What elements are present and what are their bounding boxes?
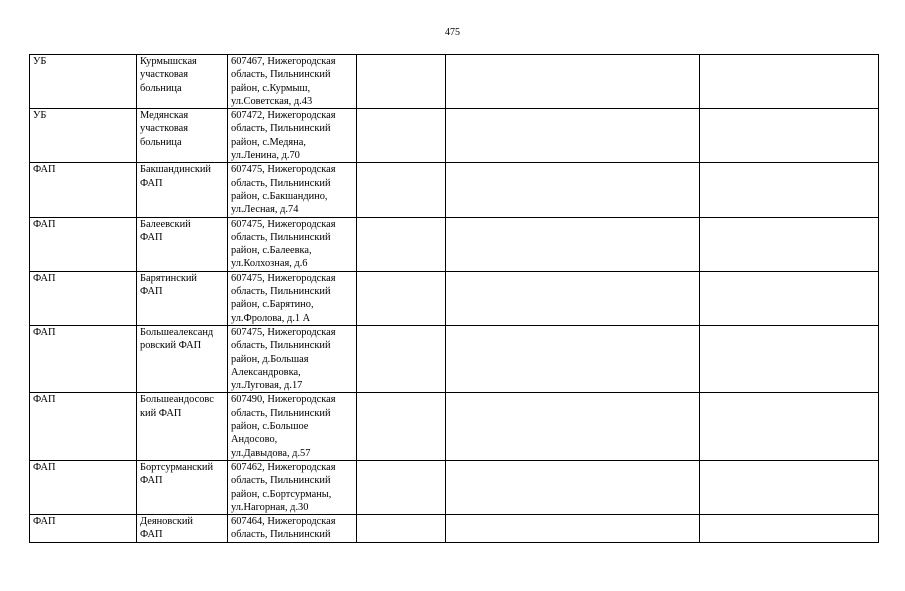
cell-empty <box>700 393 879 460</box>
cell-empty <box>357 325 446 392</box>
cell-name: Деяновский ФАП <box>137 515 228 543</box>
cell-empty <box>446 217 700 271</box>
page-number: 475 <box>445 27 460 38</box>
cell-address: 607467, Нижегородская область, Пильнинский район, с.Курмыш, ул.Советская, д.43 <box>228 55 357 109</box>
cell-empty <box>700 55 879 109</box>
cell-name: Барятинский ФАП <box>137 271 228 325</box>
table-row <box>30 109 879 163</box>
cell-name: Бакшандинский ФАП <box>137 163 228 217</box>
cell-address: 607475, Нижегородская область, Пильнинский район, с.Барятино, ул.Фролова, д.1 А <box>228 271 357 325</box>
cell-empty <box>700 515 879 543</box>
cell-empty <box>446 271 700 325</box>
cell-empty <box>446 515 700 543</box>
table-row <box>30 55 879 109</box>
cell-type: УБ <box>30 55 137 109</box>
cell-address: 607475, Нижегородская область, Пильнинский район, с.Балеевка, ул.Колхозная, д.6 <box>228 217 357 271</box>
table-row <box>30 515 879 543</box>
table-row <box>30 217 879 271</box>
facilities-table <box>29 54 879 543</box>
cell-empty <box>700 325 879 392</box>
cell-address: 607472, Нижегородская область, Пильнинский район, с.Медяна, ул.Ленина, д.70 <box>228 109 357 163</box>
cell-address: 607475, Нижегородская область, Пильнинский район, с.Бакшандино, ул.Лесная, д.74 <box>228 163 357 217</box>
cell-name: Бортсурманский ФАП <box>137 460 228 514</box>
cell-empty <box>700 460 879 514</box>
table-row <box>30 393 879 460</box>
cell-empty <box>357 515 446 543</box>
cell-empty <box>357 460 446 514</box>
cell-empty <box>357 163 446 217</box>
cell-type: ФАП <box>30 515 137 543</box>
cell-name: Медянская участковая больница <box>137 109 228 163</box>
cell-address: 607462, Нижегородская область, Пильнинский район, с.Бортсурманы, ул.Нагорная, д.30 <box>228 460 357 514</box>
cell-name: Большеандосовс кий ФАП <box>137 393 228 460</box>
cell-empty <box>446 55 700 109</box>
cell-address: 607464, Нижегородская область, Пильнинский <box>228 515 357 543</box>
cell-empty <box>700 271 879 325</box>
cell-empty <box>357 271 446 325</box>
cell-empty <box>700 217 879 271</box>
cell-empty <box>446 325 700 392</box>
table-row <box>30 271 879 325</box>
cell-type: ФАП <box>30 393 137 460</box>
cell-empty <box>357 109 446 163</box>
table-row <box>30 163 879 217</box>
cell-type: УБ <box>30 109 137 163</box>
cell-empty <box>357 393 446 460</box>
cell-address: 607475, Нижегородская область, Пильнинский район, д.Большая Александровка, ул.Луговая, д.17 <box>228 325 357 392</box>
cell-empty <box>357 217 446 271</box>
cell-empty <box>446 460 700 514</box>
cell-name: Большеалександ ровский ФАП <box>137 325 228 392</box>
cell-name: Балеевский ФАП <box>137 217 228 271</box>
cell-type: ФАП <box>30 271 137 325</box>
cell-type: ФАП <box>30 217 137 271</box>
cell-empty <box>446 109 700 163</box>
table-row <box>30 325 879 392</box>
cell-empty <box>700 163 879 217</box>
cell-type: ФАП <box>30 325 137 392</box>
cell-type: ФАП <box>30 460 137 514</box>
cell-address: 607490, Нижегородская область, Пильнинский район, с.Большое Андосово, ул.Давыдова, д.57 <box>228 393 357 460</box>
cell-type: ФАП <box>30 163 137 217</box>
cell-empty <box>446 163 700 217</box>
cell-empty <box>446 393 700 460</box>
cell-name: Курмышская участковая больница <box>137 55 228 109</box>
cell-empty <box>357 55 446 109</box>
table-row <box>30 460 879 514</box>
cell-empty <box>700 109 879 163</box>
